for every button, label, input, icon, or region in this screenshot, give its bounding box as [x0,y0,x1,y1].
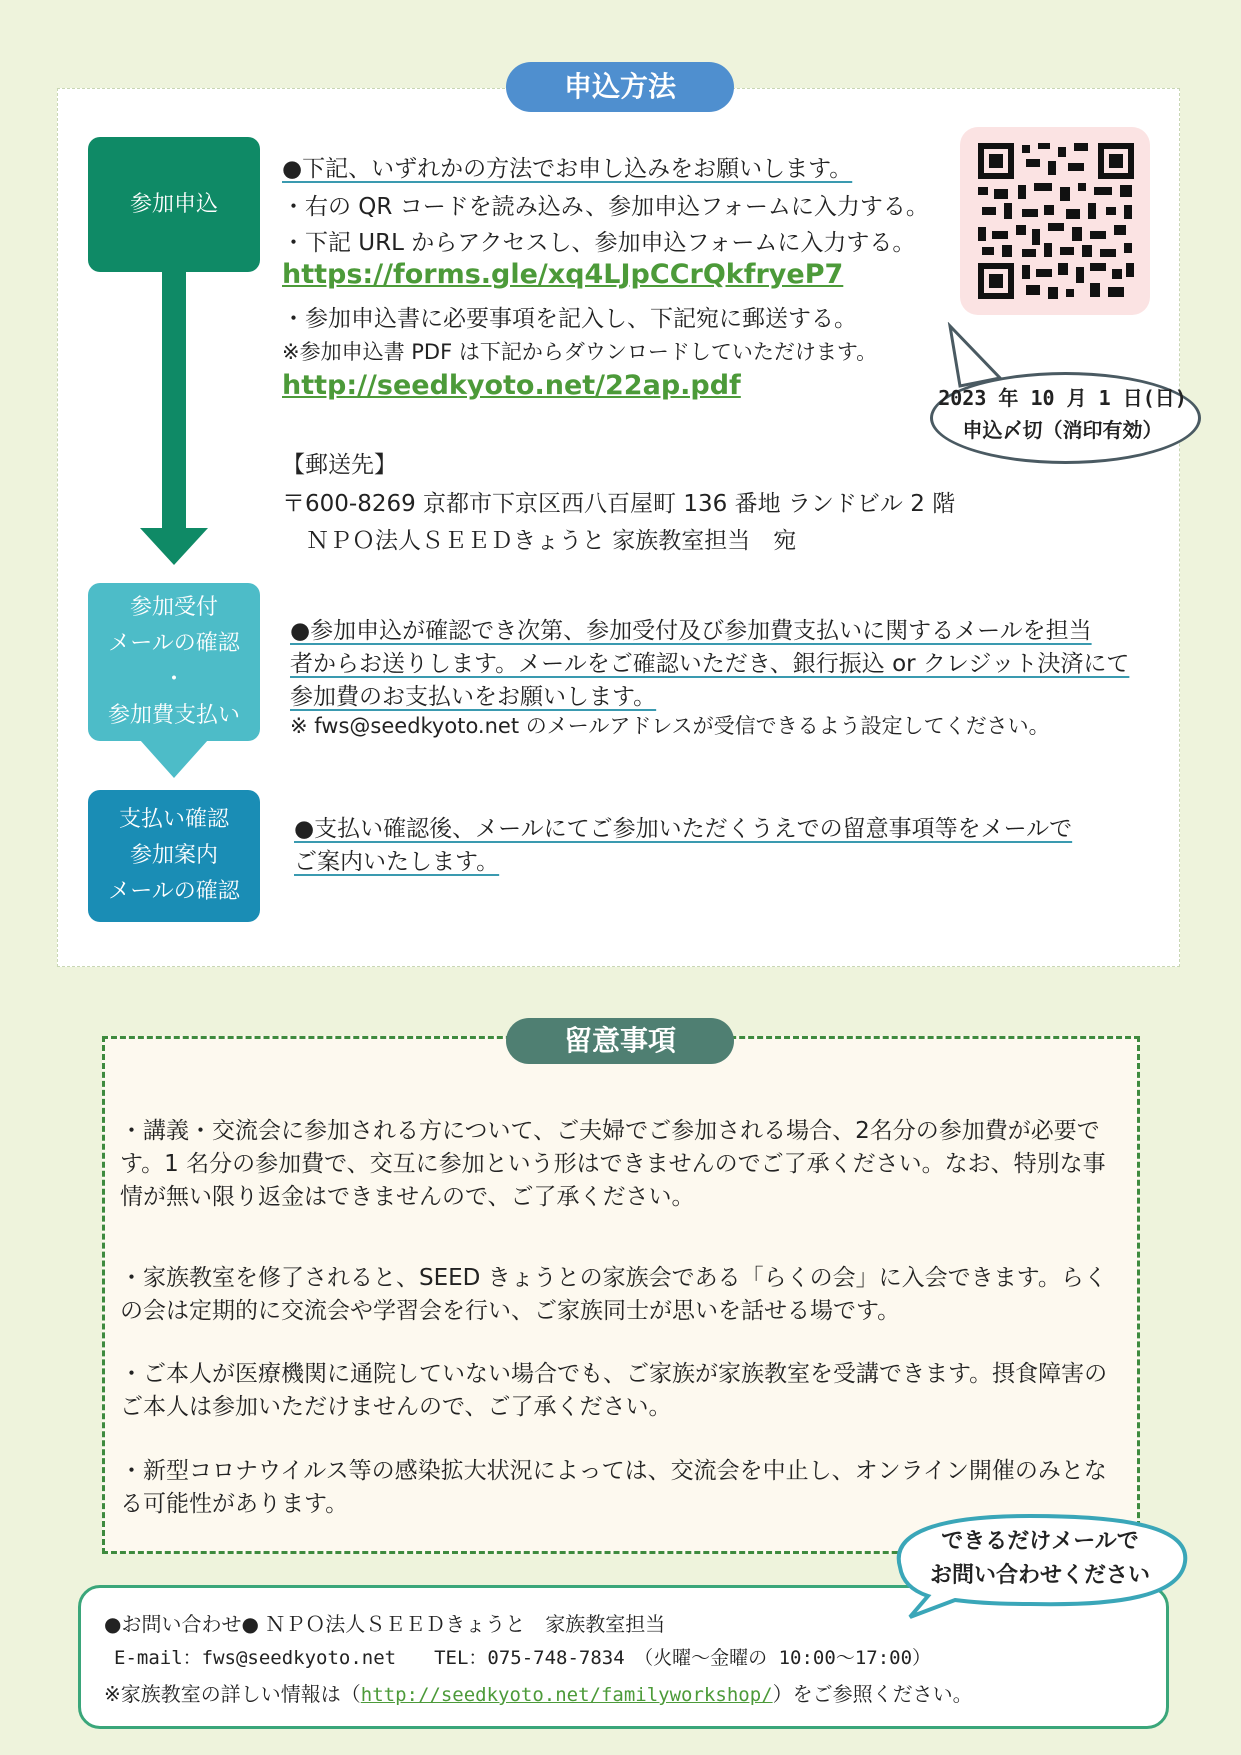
step-apply [88,137,260,272]
contact-info-prefix: ※家族教室の詳しい情報は（ [104,1682,361,1706]
step-receipt [88,583,260,741]
step-confirm-label: 支払い確認 参加案内 メールの確認 [108,807,240,904]
apply-line-mail: ・参加申込書に必要事項を記入し、下記宛に郵送する。 [282,306,857,332]
receipt-line-2: 者からお送りします。メールをご確認いただき、銀行振込 or クレジット決済にて [290,651,1130,677]
section-title-notes: 留意事項 [506,1018,734,1064]
apply-line-url: ・下記 URL からアクセスし、参加申込フォームに入力する。 [282,230,916,256]
familyworkshop-link[interactable]: http://seedkyoto.net/familyworkshop/ [360,1684,773,1706]
confirm-line-2: ご案内いたします。 [294,849,500,875]
apply-line-pdf: ※参加申込書 PDF は下記からダウンロードしていただけます。 [282,340,878,364]
mail-heading: 【郵送先】 [282,452,397,478]
deadline-note: 申込〆切（消印有効） [962,418,1163,442]
receipt-line-1: ●参加申込が確認でき次第、参加受付及び参加費支払いに関するメールを担当 [290,618,1092,644]
contact-email-tel: E-mail：fws@seedkyoto.net TEL：075-748-7834 （火曜～金曜の 10:00～17:00） [114,1647,932,1669]
email-bubble-text [890,1525,1190,1593]
deadline-text [930,382,1195,446]
deadline-date: 2023 年 10 月 1 日(日) [938,386,1187,410]
email-bubble-line1: できるだけメールで [941,1529,1139,1554]
confirm-line-1: ●支払い確認後、メールにてご参加いただくうえでの留意事項等をメールで [294,816,1073,842]
note-covid: ・新型コロナウイルス等の感染拡大状況によっては、交流会を中止し、オンライン開催のみとなる可能性があります。 [120,1458,1107,1517]
mail-recipient: ＮＰＯ法人ＳＥＥＤきょうと 家族教室担当 宛 [306,528,797,554]
note-eligibility: ・ご本人が医療機関に通院していない場合でも、ご家族が家族教室を受講できます。摂食障害のご本人は参加いただけませんので、ご了承ください。 [120,1361,1108,1420]
apply-lead: ●下記、いずれかの方法でお申し込みをお願いします。 [282,156,853,182]
contact-heading: ●お問い合わせ● ＮＰＯ法人ＳＥＥＤきょうと 家族教室担当 [104,1612,666,1636]
section-title-application: 申込方法 [506,62,734,112]
apply-line-qr: ・右の QR コードを読み込み、参加申込フォームに入力する。 [282,194,929,220]
note-fee: ・講義・交流会に参加される方について、ご夫婦でご参加される場合、2名分の参加費が必要です。1 名分の参加費で、交互に参加という形はできませんのでご了承ください。なお、特別な事情が無い限り返金はできませんので、ご了承ください。 [120,1118,1106,1210]
mail-address: 〒600-8269 京都市下京区西八百屋町 136 番地 ランドビル 2 階 [282,491,956,517]
pdf-link[interactable]: http://seedkyoto.net/22ap.pdf [282,370,741,401]
qr-code-icon[interactable] [978,143,1134,299]
contact-info [104,1678,973,1707]
step-receipt-label: 参加受付 メールの確認 ・ 参加費支払い [107,595,240,728]
contact-info-suffix: ）をご参照ください。 [772,1682,973,1706]
receipt-note: ※ fws@seedkyoto.net のメールアドレスが受信できるよう設定してください。 [290,714,1050,738]
form-link[interactable]: https://forms.gle/xq4LJpCCrQkfryeP7 [282,259,844,290]
note-family-group: ・家族教室を修了されると、SEED きょうとの家族会である「らくの会」に入会できます。らくの会は定期的に交流会や学習会を行い、ご家族同士が思いを話せる場です。 [120,1265,1107,1324]
step-confirm [88,790,260,922]
email-bubble-line2: お問い合わせください [929,1563,1150,1588]
receipt-line-3: 参加費のお支払いをお願いします。 [290,684,657,710]
step-apply-label: 参加申込 [129,191,218,217]
